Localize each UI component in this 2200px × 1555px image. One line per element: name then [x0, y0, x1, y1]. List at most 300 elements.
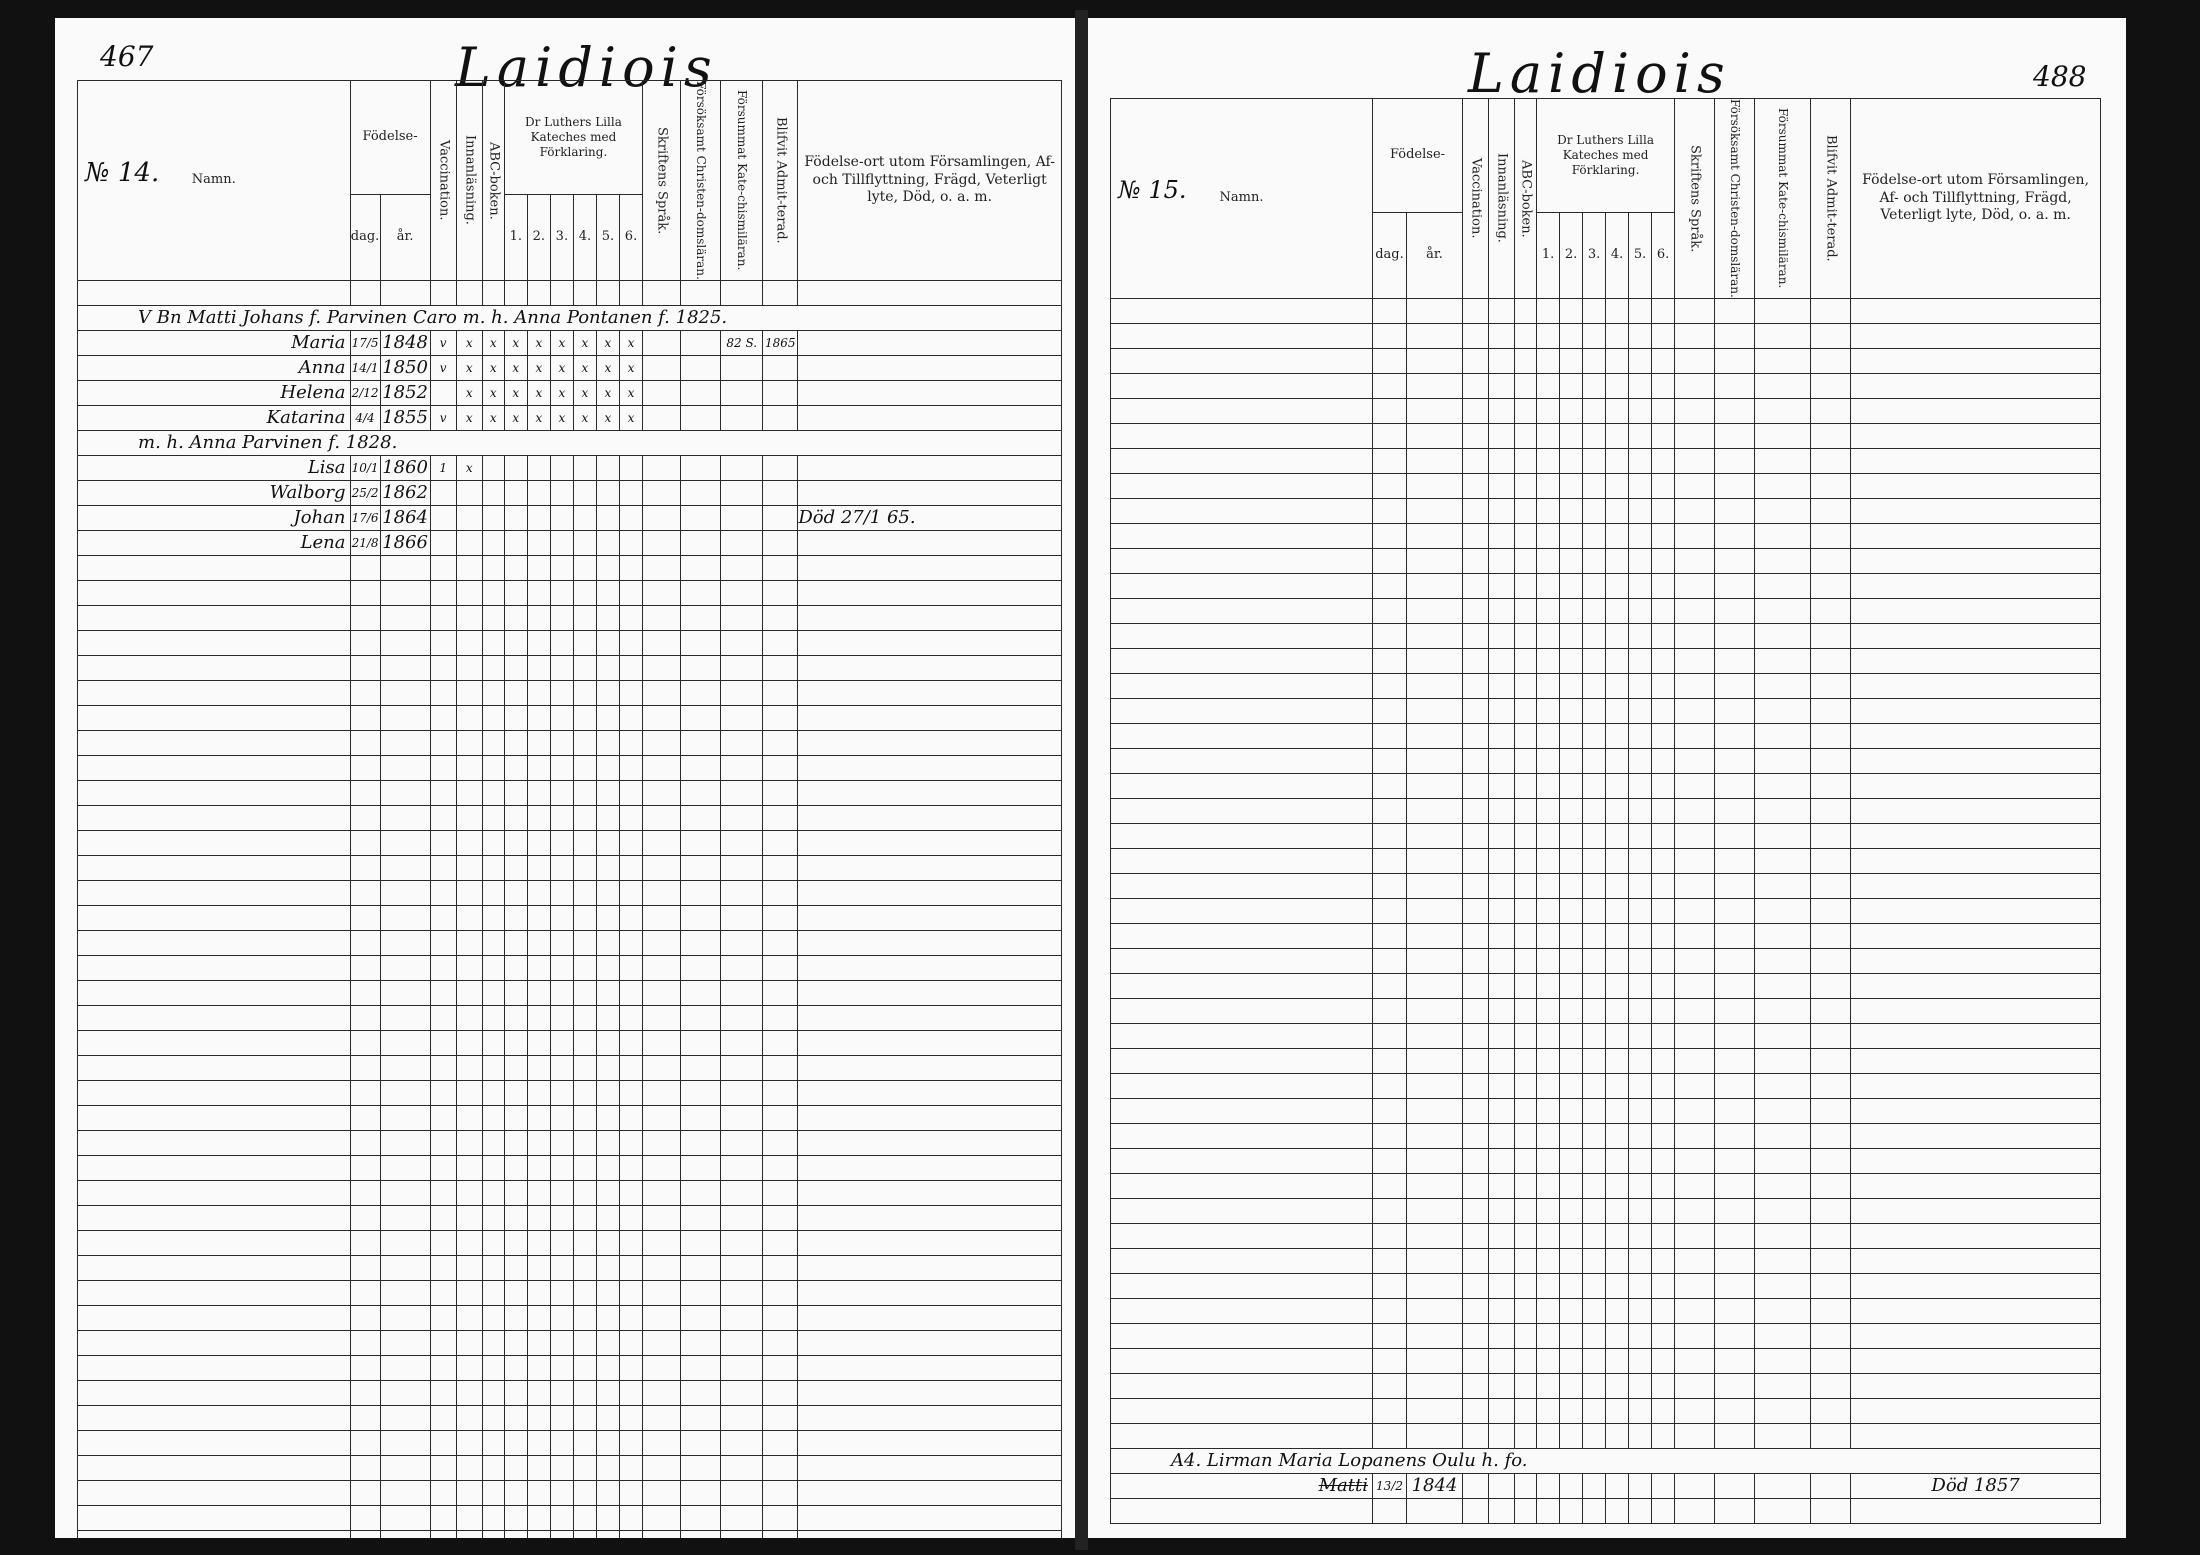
cell: [1111, 1273, 1373, 1298]
cell: [1715, 598, 1755, 623]
cell: [504, 1005, 527, 1030]
cell: [1606, 448, 1629, 473]
cell: [1560, 1373, 1583, 1398]
cell: [763, 580, 798, 605]
christen-cell: [681, 530, 721, 555]
cell: [482, 1055, 504, 1080]
cell: [643, 1355, 681, 1380]
cell: [1851, 973, 2101, 998]
cell: [1652, 423, 1675, 448]
cell: [1811, 1048, 1851, 1073]
cell: [1515, 848, 1537, 873]
cell: [1715, 873, 1755, 898]
cell: [482, 755, 504, 780]
cell: [596, 580, 619, 605]
person-name: Walborg: [78, 480, 351, 505]
cell: [1652, 323, 1675, 348]
cell: [1111, 348, 1373, 373]
cell: [1851, 1173, 2101, 1198]
cell: [1583, 1498, 1606, 1523]
table-row: [78, 1380, 1062, 1405]
cell: [1715, 423, 1755, 448]
cell: [430, 1530, 456, 1538]
cell: [1629, 1323, 1652, 1348]
cell: [1629, 973, 1652, 998]
admit-cell: [763, 455, 798, 480]
cell: [681, 1405, 721, 1430]
cell: [1407, 1223, 1463, 1248]
cell: [1537, 848, 1560, 873]
cell: [1537, 348, 1560, 373]
cell: [1583, 448, 1606, 473]
k1-cell: x: [504, 330, 527, 355]
cell: [721, 1355, 763, 1380]
cell: [1606, 1473, 1629, 1498]
cell: [1715, 1398, 1755, 1423]
cell: [596, 1130, 619, 1155]
cell: [1715, 1023, 1755, 1048]
cell: [1407, 1298, 1463, 1323]
cell: [681, 780, 721, 805]
cell: [1560, 1473, 1583, 1498]
cell: [763, 1530, 798, 1538]
cell: [681, 1355, 721, 1380]
cell: [643, 980, 681, 1005]
cell: [1560, 1423, 1583, 1448]
cell: [456, 1280, 482, 1305]
left-page: [55, 18, 1075, 1538]
cell: [482, 980, 504, 1005]
cell: [798, 1105, 1062, 1130]
cell: [1515, 548, 1537, 573]
cell: [1560, 1023, 1583, 1048]
cell: [721, 1305, 763, 1330]
cell: [482, 580, 504, 605]
cell: [430, 1430, 456, 1455]
cell: [350, 655, 380, 680]
cell: [1811, 923, 1851, 948]
cell: [1515, 723, 1537, 748]
cell: [1515, 998, 1537, 1023]
admit-cell: [763, 405, 798, 430]
cell: [1851, 623, 2101, 648]
cell: [1851, 923, 2101, 948]
cell: [1373, 498, 1407, 523]
cell: [1489, 923, 1515, 948]
cell: [1407, 473, 1463, 498]
cell: [681, 1230, 721, 1255]
ledger-table: [77, 80, 1062, 1538]
cell: [78, 955, 351, 980]
cell: [596, 1230, 619, 1255]
cell: [1373, 1048, 1407, 1073]
cell: [504, 655, 527, 680]
cell: [1407, 1073, 1463, 1098]
cell: [1675, 723, 1715, 748]
vacc-cell: v: [430, 405, 456, 430]
cell: [1715, 1098, 1755, 1123]
cell: [721, 930, 763, 955]
cell: [1652, 873, 1675, 898]
cell: [1851, 1323, 2101, 1348]
cell: [721, 1230, 763, 1255]
cell: [1489, 1273, 1515, 1298]
cell: [1851, 1498, 2101, 1523]
cell: [1606, 1273, 1629, 1298]
cell: [1489, 398, 1515, 423]
birth-day: 21/8: [350, 530, 380, 555]
cell: [1463, 648, 1489, 673]
christen-cell: [681, 505, 721, 530]
cell: [430, 1180, 456, 1205]
cell: [1715, 573, 1755, 598]
cell: [456, 905, 482, 930]
cell: [1489, 423, 1515, 448]
cell: [1811, 898, 1851, 923]
cell: [798, 280, 1062, 305]
header-dag: dag.: [350, 195, 380, 281]
table-row: [78, 1255, 1062, 1280]
cell: [1111, 798, 1373, 823]
cell: [430, 1080, 456, 1105]
table-row: [78, 1405, 1062, 1430]
cell: [1755, 298, 1811, 323]
cell: [1537, 1273, 1560, 1298]
cell: [1583, 1148, 1606, 1173]
cell: [1489, 1023, 1515, 1048]
cell: [1755, 898, 1811, 923]
cell: [1515, 973, 1537, 998]
cell: [1515, 573, 1537, 598]
cell: [763, 705, 798, 730]
cell: [1537, 473, 1560, 498]
cell: [350, 805, 380, 830]
cell: [1755, 1148, 1811, 1173]
cell: [1373, 1423, 1407, 1448]
cell: [573, 930, 596, 955]
cell: [1629, 448, 1652, 473]
cell: [456, 755, 482, 780]
cell: [1675, 1473, 1715, 1498]
table-row: [78, 1355, 1062, 1380]
cell: [482, 1130, 504, 1155]
cell: [350, 1255, 380, 1280]
cell: [1537, 373, 1560, 398]
cell: [763, 280, 798, 305]
cell: [763, 1080, 798, 1105]
cell: [456, 680, 482, 705]
cell: [456, 1430, 482, 1455]
cell: [1537, 1423, 1560, 1448]
cell: [1606, 698, 1629, 723]
cell: [550, 1155, 573, 1180]
cell: [1715, 1273, 1755, 1298]
cell: [1583, 1298, 1606, 1323]
cell: [619, 1180, 642, 1205]
header-vaccination: Vaccination.: [430, 81, 456, 281]
cell: [78, 880, 351, 905]
cell: [643, 1305, 681, 1330]
cell: [1652, 523, 1675, 548]
cell: [1373, 398, 1407, 423]
cell: [573, 1080, 596, 1105]
cell: [1606, 1098, 1629, 1123]
k6-cell: x: [619, 405, 642, 430]
k3-cell: x: [550, 405, 573, 430]
cell: [550, 930, 573, 955]
cell: [1606, 548, 1629, 573]
cell: [430, 705, 456, 730]
cell: [1373, 1323, 1407, 1348]
cell: [1629, 423, 1652, 448]
cell: [1755, 1348, 1811, 1373]
cell: [350, 580, 380, 605]
cell: [1715, 1223, 1755, 1248]
header-skrift: Skriftens Språk.: [643, 81, 681, 281]
table-row: [1111, 873, 2101, 898]
cell: [681, 1030, 721, 1055]
cell: [643, 605, 681, 630]
cell: [550, 680, 573, 705]
cell: [763, 830, 798, 855]
cell: [1407, 323, 1463, 348]
cell: [1675, 623, 1715, 648]
cell: [1583, 1223, 1606, 1248]
table-row: [78, 580, 1062, 605]
cell: [430, 1055, 456, 1080]
cell: [798, 1030, 1062, 1055]
cell: [1755, 1298, 1811, 1323]
birth-day: 4/4: [350, 405, 380, 430]
cell: [798, 555, 1062, 580]
cell: [681, 655, 721, 680]
cell: [1675, 973, 1715, 998]
skrift-cell: [643, 455, 681, 480]
cell: [527, 905, 550, 930]
cell: [1675, 1348, 1715, 1373]
cell: [456, 730, 482, 755]
k4-cell: [573, 530, 596, 555]
cell: [596, 955, 619, 980]
cell: [681, 855, 721, 880]
table-row: [1111, 348, 2101, 373]
cell: [619, 1230, 642, 1255]
cell: [456, 1355, 482, 1380]
header-n3: 3.: [550, 195, 573, 281]
k3-cell: x: [550, 355, 573, 380]
cell: [1652, 923, 1675, 948]
cell: [1606, 373, 1629, 398]
cell: [643, 680, 681, 705]
cell: [681, 880, 721, 905]
cell: [1489, 523, 1515, 548]
cell: [643, 630, 681, 655]
cell: [1811, 1148, 1851, 1173]
cell: [1560, 323, 1583, 348]
birth-day: 25/2: [350, 480, 380, 505]
cell: [1537, 973, 1560, 998]
cell: [482, 1505, 504, 1530]
cell: [721, 630, 763, 655]
cell: [380, 1330, 430, 1355]
cell: [1560, 398, 1583, 423]
cell: [1111, 873, 1373, 898]
cell: [1111, 1223, 1373, 1248]
cell: [1489, 373, 1515, 398]
cell: [573, 855, 596, 880]
skrift-cell: [643, 330, 681, 355]
cell: [1811, 873, 1851, 898]
cell: [643, 1205, 681, 1230]
cell: [1111, 1373, 1373, 1398]
cell: [573, 630, 596, 655]
cell: [1652, 1048, 1675, 1073]
cell: [1489, 1323, 1515, 1348]
table-row: [78, 280, 1062, 305]
cell: [1629, 498, 1652, 523]
cell: [619, 880, 642, 905]
cell: [681, 1005, 721, 1030]
cell: [596, 1505, 619, 1530]
cell: [350, 955, 380, 980]
cell: [1652, 1098, 1675, 1123]
header-n6: 6.: [619, 195, 642, 281]
cell: [1373, 1023, 1407, 1048]
cell: [1811, 723, 1851, 748]
cell: [1111, 523, 1373, 548]
cell: [1652, 448, 1675, 473]
table-row: [1111, 498, 2101, 523]
cell: [482, 855, 504, 880]
cell: [1715, 648, 1755, 673]
cell: [1629, 1123, 1652, 1148]
second-wife-row: m. h. Anna Parvinen f. 1828.: [78, 430, 1062, 455]
cell: [1489, 1248, 1515, 1273]
cell: [1629, 648, 1652, 673]
cell: [1489, 948, 1515, 973]
cell: [721, 1280, 763, 1305]
cell: [550, 1330, 573, 1355]
cell: [1851, 948, 2101, 973]
cell: [1463, 548, 1489, 573]
cell: [596, 655, 619, 680]
cell: [550, 730, 573, 755]
cell: [763, 1505, 798, 1530]
cell: [721, 1530, 763, 1538]
cell: [1560, 973, 1583, 998]
cell: [1755, 548, 1811, 573]
cell: [550, 1180, 573, 1205]
table-row: [78, 305, 1062, 330]
cell: [1606, 1248, 1629, 1273]
cell: [1515, 773, 1537, 798]
cell: [573, 1130, 596, 1155]
cell: [1489, 1048, 1515, 1073]
cell: [1489, 623, 1515, 648]
cell: [430, 780, 456, 805]
cell: [504, 980, 527, 1005]
cell: [1851, 1048, 2101, 1073]
table-row: [78, 1005, 1062, 1030]
table-row: [78, 1430, 1062, 1455]
cell: [1629, 948, 1652, 973]
cell: [1851, 1423, 2101, 1448]
cell: [350, 280, 380, 305]
cell: [798, 655, 1062, 680]
cell: [1675, 1048, 1715, 1073]
cell: [380, 555, 430, 580]
cell: [1407, 398, 1463, 423]
cell: [1755, 723, 1811, 748]
cell: [721, 1130, 763, 1155]
table-row: [78, 1030, 1062, 1055]
cell: [681, 630, 721, 655]
cell: [482, 1155, 504, 1180]
cell: [78, 1380, 351, 1405]
cell: [1560, 423, 1583, 448]
cell: [1583, 1098, 1606, 1123]
cell: [430, 555, 456, 580]
cell: [1407, 573, 1463, 598]
cell: [1489, 448, 1515, 473]
cell: [1373, 298, 1407, 323]
cell: [1811, 323, 1851, 348]
cell: [456, 1530, 482, 1538]
cell: [721, 1430, 763, 1455]
table-row: [78, 605, 1062, 630]
cell: [1515, 1198, 1537, 1223]
cell: [798, 1380, 1062, 1405]
table-row: [1111, 1123, 2101, 1148]
cell: [350, 605, 380, 630]
birth-year: 1864: [380, 505, 430, 530]
cell: [1755, 823, 1811, 848]
cell: [482, 655, 504, 680]
table-row: [78, 455, 1062, 480]
cell: [1373, 598, 1407, 623]
cell: [1606, 573, 1629, 598]
cell: [1489, 1398, 1515, 1423]
kates-cell: [721, 480, 763, 505]
cell: [1537, 1098, 1560, 1123]
cell: [1606, 673, 1629, 698]
cell: [550, 1480, 573, 1505]
cell: [527, 1530, 550, 1538]
cell: [1652, 1298, 1675, 1323]
k3-cell: [550, 455, 573, 480]
table-row: [1111, 473, 2101, 498]
cell: [1811, 1373, 1851, 1398]
cell: [430, 1380, 456, 1405]
table-row: [1111, 1248, 2101, 1273]
cell: [1489, 1198, 1515, 1223]
cell: [643, 580, 681, 605]
inl-cell: x: [456, 455, 482, 480]
cell: [1111, 1073, 1373, 1098]
cell: [798, 1180, 1062, 1205]
cell: [1652, 1323, 1675, 1348]
cell: [1629, 1073, 1652, 1098]
cell: [596, 730, 619, 755]
cell: [380, 1455, 430, 1480]
cell: [1851, 1223, 2101, 1248]
cell: [721, 1255, 763, 1280]
cell: [1463, 973, 1489, 998]
cell: [527, 1105, 550, 1130]
table-row: [78, 1105, 1062, 1130]
cell: [1652, 1398, 1675, 1423]
cell: [1407, 423, 1463, 448]
